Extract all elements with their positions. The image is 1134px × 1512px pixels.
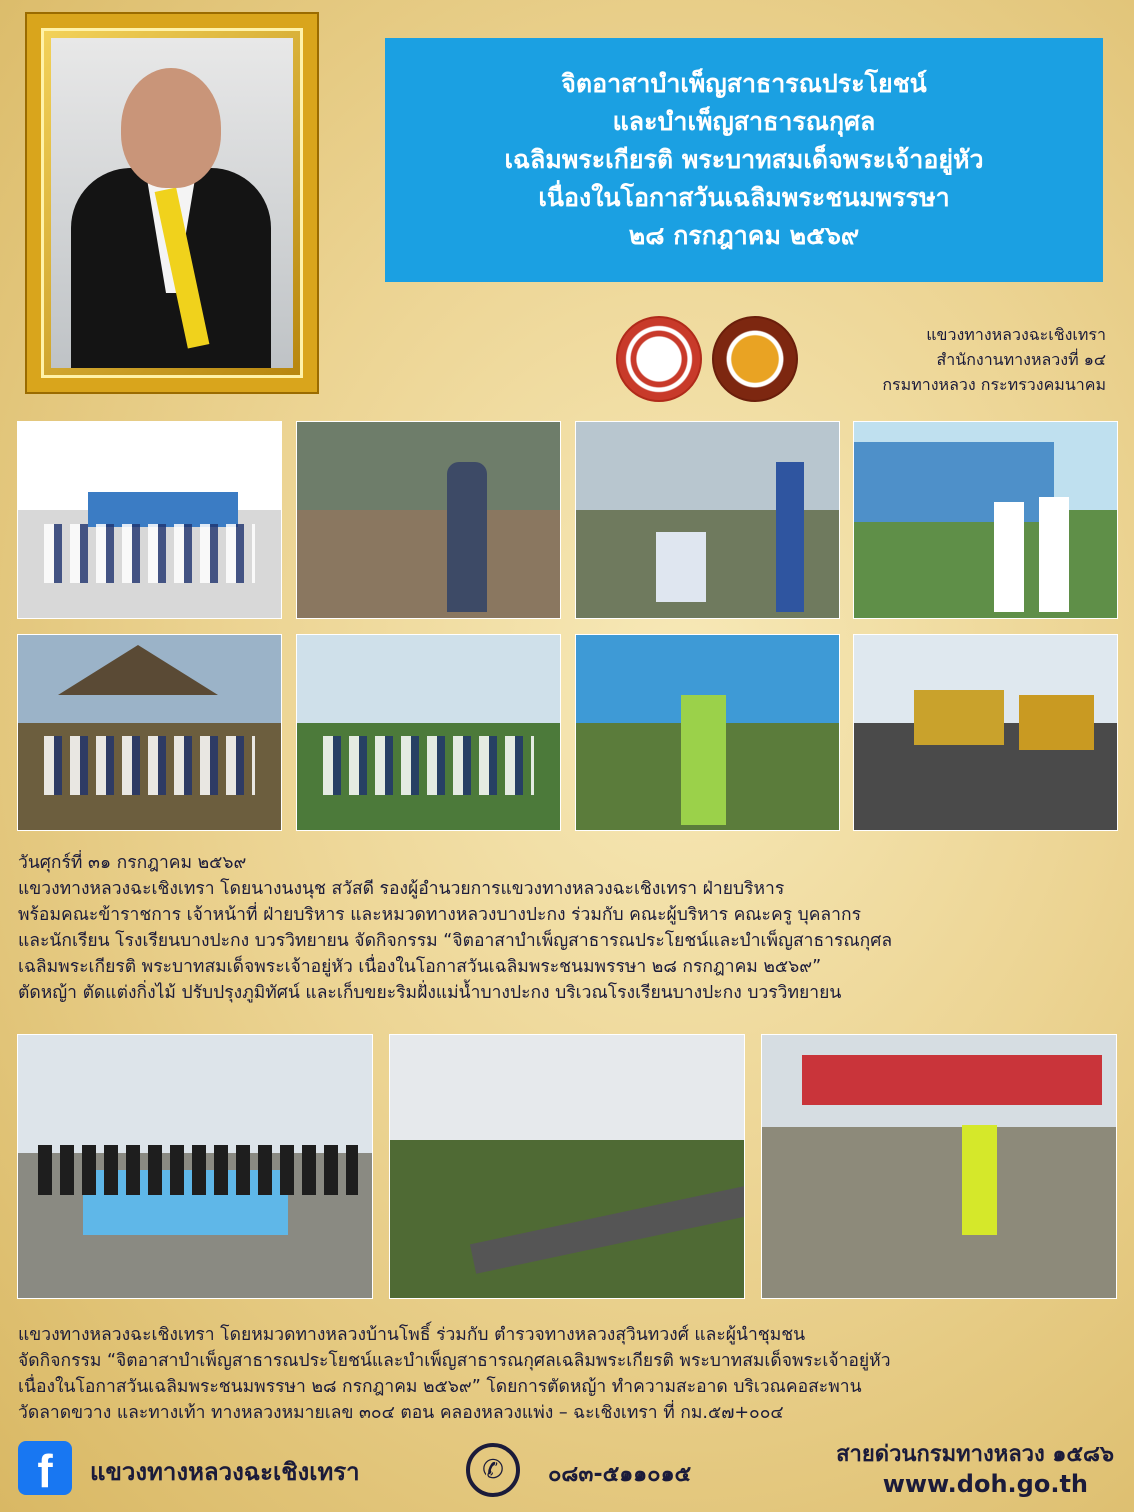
paragraph-line: ตัดหญ้า ตัดแต่งกิ่งไม้ ปรับปรุงภูมิทัศน์ และเก็บขยะริมฝั่งแม่น้ำบางปะกง บริเวณโรงเรียนบางปะกง บวรวิทยายน <box>18 983 842 1003</box>
facebook-icon[interactable]: f <box>18 1441 72 1495</box>
phone-number[interactable]: ๐๘๓-๕๑๑๐๑๕ <box>548 1462 692 1487</box>
title-line: จิตอาสาบำเพ็ญสาธารณประโยชน์ <box>561 69 927 98</box>
paragraph-line: เนื่องในโอกาสวันเฉลิมพระชนมพรรษา ๒๘ กรกฎาคม ๒๕๖๙” โดยการตัดหญ้า ทำความสะอาด บริเวณคอสะพาน <box>18 1377 862 1397</box>
paragraph-line: แขวงทางหลวงฉะเชิงเทรา โดยนางนงนุช สวัสดี รองผู้อำนวยการแขวงทางหลวงฉะเชิงเทรา ฝ่ายบริหาร <box>18 879 785 899</box>
title-line: เนื่องในโอกาสวันเฉลิมพระชนมพรรษา <box>538 183 950 212</box>
paragraph-line: วัดลาดขวาง และทางเท้า ทางหลวงหมายเลข ๓๐๔ ตอน คลองหลวงแพ่ง – ฉะเชิงเทรา ที่ กม.๕๗+๐๐๔ <box>18 1403 784 1423</box>
photo-roadside-trimming <box>389 1034 745 1299</box>
portrait-head <box>121 68 221 188</box>
paragraph-line: แขวงทางหลวงฉะเชิงเทรา โดยหมวดทางหลวงบ้านโพธิ์ ร่วมกับ ตำรวจทางหลวงสุวินทวงศ์ และผู้นำชุมชน <box>18 1325 806 1345</box>
photo-road-machinery <box>853 634 1118 831</box>
paragraph-line: จัดกิจกรรม “จิตอาสาบำเพ็ญสาธารณประโยชน์และบำเพ็ญสาธารณกุศลเฉลิมพระเกียรติ พระบาทสมเด็จพระเจ้าอยู่หัว <box>18 1351 891 1371</box>
title-line: ๒๘ กรกฎาคม ๒๕๖๙ <box>628 221 860 250</box>
paragraph-line: เฉลิมพระเกียรติ พระบาทสมเด็จพระเจ้าอยู่หัว เนื่องในโอกาสวันเฉลิมพระชนมพรรษา ๒๘ กรกฎาคม ๒๕๖๙” <box>18 957 822 977</box>
activity-description-2 <box>18 1322 891 1426</box>
photo-group-event <box>17 421 282 619</box>
photo-brooms-group <box>17 634 282 831</box>
website-link[interactable]: www.doh.go.th <box>882 1470 1088 1498</box>
org-line: แขวงทางหลวงฉะเชิงเทรา <box>926 325 1106 344</box>
organization-block <box>882 322 1106 397</box>
photo-banner-group <box>17 1034 373 1299</box>
photo-sweeping-mangrove <box>296 421 561 619</box>
title-banner <box>385 38 1103 282</box>
photo-collecting-trash <box>575 421 840 619</box>
photo-grass-cutting <box>575 634 840 831</box>
photo-school-building <box>853 421 1118 619</box>
phone-icon <box>466 1443 520 1497</box>
facebook-page-name[interactable]: แขวงทางหลวงฉะเชิงเทรา <box>90 1458 360 1486</box>
paragraph-line: และนักเรียน โรงเรียนบางปะกง บวรวิทยายน จัดกิจกรรม “จิตอาสาบำเพ็ญสาธารณประโยชน์และบำเพ็ญสาธารณกุศล <box>18 931 893 951</box>
phone-glyph: ✆ <box>482 1455 504 1485</box>
photo-park-group <box>296 634 561 831</box>
hotline-label: สายด่วนกรมทางหลวง ๑๕๘๖ <box>836 1442 1114 1467</box>
title-line: เฉลิมพระเกียรติ พระบาทสมเด็จพระเจ้าอยู่หัว <box>504 145 984 174</box>
paragraph-line: วันศุกร์ที่ ๓๑ กรกฎาคม ๒๕๖๙ <box>18 853 247 873</box>
photo-sweeping-sidewalk <box>761 1034 1117 1299</box>
activity-description-1 <box>18 850 892 1006</box>
paragraph-line: พร้อมคณะข้าราชการ เจ้าหน้าที่ ฝ่ายบริหาร และหมวดทางหลวงบางปะกง ร่วมกับ คณะผู้บริหาร คณะครู บุคลากร <box>18 905 861 925</box>
org-line: กรมทางหลวง กระทรวงคมนาคม <box>882 375 1106 394</box>
royal-portrait <box>51 38 293 368</box>
org-line: สำนักงานทางหลวงที่ ๑๔ <box>936 350 1106 369</box>
highway-department-seal-icon <box>712 316 798 402</box>
title-line: และบำเพ็ญสาธารณกุศล <box>612 107 876 136</box>
department-seal-icon <box>616 316 702 402</box>
royal-portrait-frame <box>27 14 317 392</box>
